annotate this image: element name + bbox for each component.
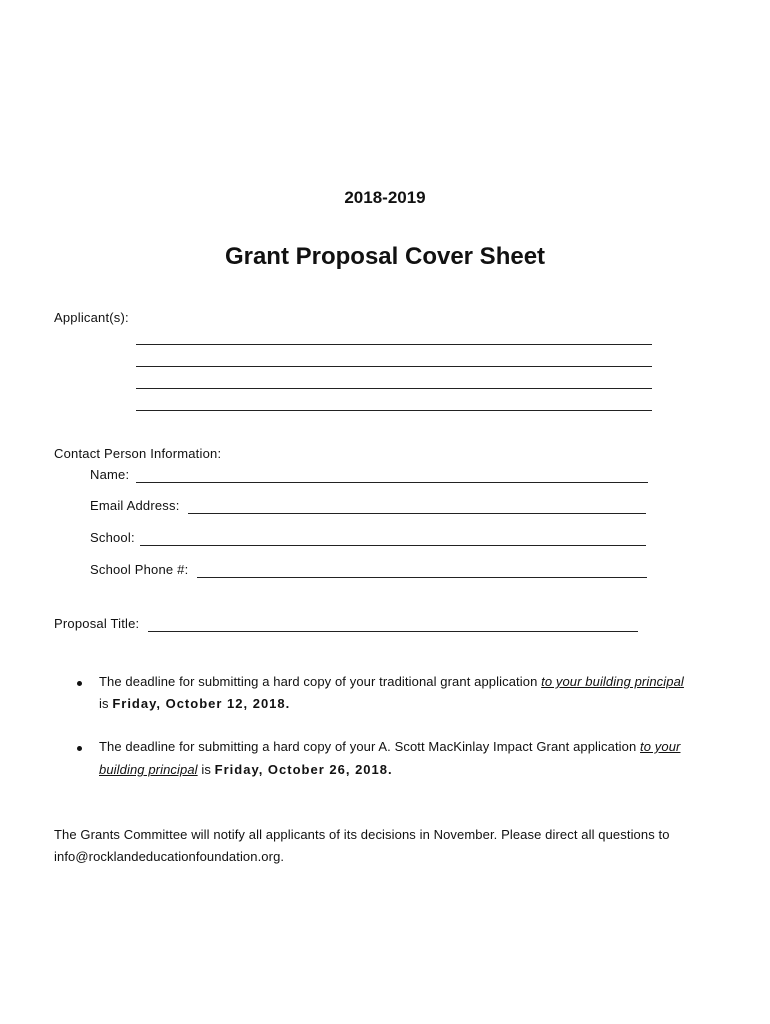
bullet-dot-1 bbox=[77, 681, 82, 686]
contact-heading: Contact Person Information: bbox=[54, 446, 222, 461]
school-label: School: bbox=[90, 530, 135, 545]
applicant-line-2[interactable] bbox=[136, 366, 652, 367]
bullet-2-is: is bbox=[197, 762, 215, 777]
footer-line-1: The Grants Committee will notify all applicants of its decisions in November. Please direct all questions to bbox=[54, 827, 670, 842]
bullet-2-deadline: Friday, October 26, 2018. bbox=[214, 762, 393, 777]
applicants-label: Applicant(s): bbox=[54, 310, 129, 325]
document-year: 2018-2019 bbox=[344, 188, 426, 207]
proposal-title-label: Proposal Title: bbox=[54, 616, 140, 631]
name-field[interactable] bbox=[136, 482, 648, 483]
bullet-dot-2 bbox=[77, 746, 82, 751]
bullet-1-line-1 bbox=[99, 671, 684, 693]
applicant-line-4[interactable] bbox=[136, 410, 652, 411]
applicant-line-1[interactable] bbox=[136, 344, 652, 345]
bullet-2-line-1 bbox=[99, 736, 680, 758]
applicant-line-3[interactable] bbox=[136, 388, 652, 389]
document-title: Grant Proposal Cover Sheet bbox=[224, 243, 546, 270]
footer-email[interactable]: info@rocklandeducationfoundation.org. bbox=[54, 849, 285, 864]
bullet-2-emphasis-a: to your bbox=[640, 739, 681, 754]
bullet-2-emphasis-b: building principal bbox=[99, 762, 198, 777]
email-field[interactable] bbox=[188, 513, 646, 514]
bullet-2-line-2 bbox=[99, 759, 393, 781]
bullet-1-line-2 bbox=[99, 693, 290, 715]
school-field[interactable] bbox=[140, 545, 646, 546]
bullet-1-text: The deadline for submitting a hard copy of your traditional grant application bbox=[99, 674, 542, 689]
proposal-title-field[interactable] bbox=[148, 631, 638, 632]
bullet-1-emphasis: to your building principal bbox=[541, 674, 684, 689]
email-label: Email Address: bbox=[90, 498, 180, 513]
name-label: Name: bbox=[90, 467, 130, 482]
bullet-1-deadline: Friday, October 12, 2018. bbox=[112, 696, 291, 711]
phone-field[interactable] bbox=[197, 577, 647, 578]
phone-label: School Phone #: bbox=[90, 562, 189, 577]
bullet-2-text: The deadline for submitting a hard copy of your A. Scott MacKinlay Impact Grant application bbox=[99, 739, 641, 754]
bullet-1-is: is bbox=[99, 696, 113, 711]
